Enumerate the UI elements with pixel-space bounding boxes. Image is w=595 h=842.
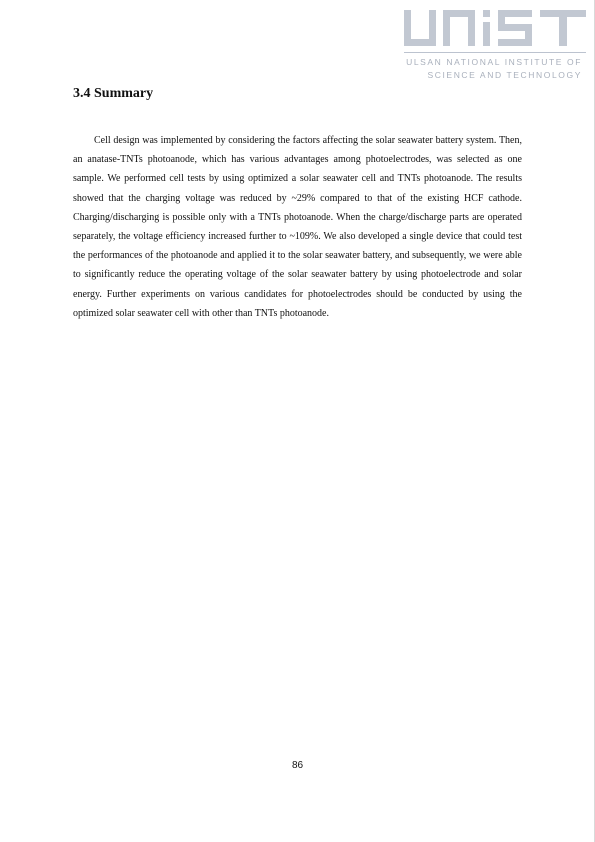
page-number: 86: [291, 760, 304, 771]
section-heading: 3.4 Summary: [73, 86, 154, 101]
summary-paragraph: Cell design was implemented by considering the factors affecting the solar seawater battery system. Then, an anatase-TNTs photoanode, which has various advantages among photoelectrodes, was selected as one sample. We performed cell tests by using optimized a solar seawater cell and TNTs photoanode. The results showed that the charging voltage was reduced by ~29% compared to that of the existing HCF cathode. Charging/discharging is possible only with a TNTs photoanode. When the charge/discharge parts are operated separately, the voltage efficiency increased further to ~109%. We also developed a single device that could test the performances of the photoanode and applied it to the solar seawater battery, and subsequently, we were able to significantly reduce the operating voltage of the solar seawater battery by using photoelectrode and solar energy. Further experiments on various candidates for photoelectrodes should be conducted by using the optimized solar seawater cell with other than TNTs photoanode.: [73, 135, 522, 319]
unist-logo-mark: [404, 10, 586, 46]
institute-name-line-1: ULSAN NATIONAL INSTITUTE OF: [406, 57, 582, 67]
unist-logo: [404, 10, 584, 88]
logo-divider: [404, 52, 586, 53]
institute-name-line-2: SCIENCE AND TECHNOLOGY: [427, 70, 582, 80]
